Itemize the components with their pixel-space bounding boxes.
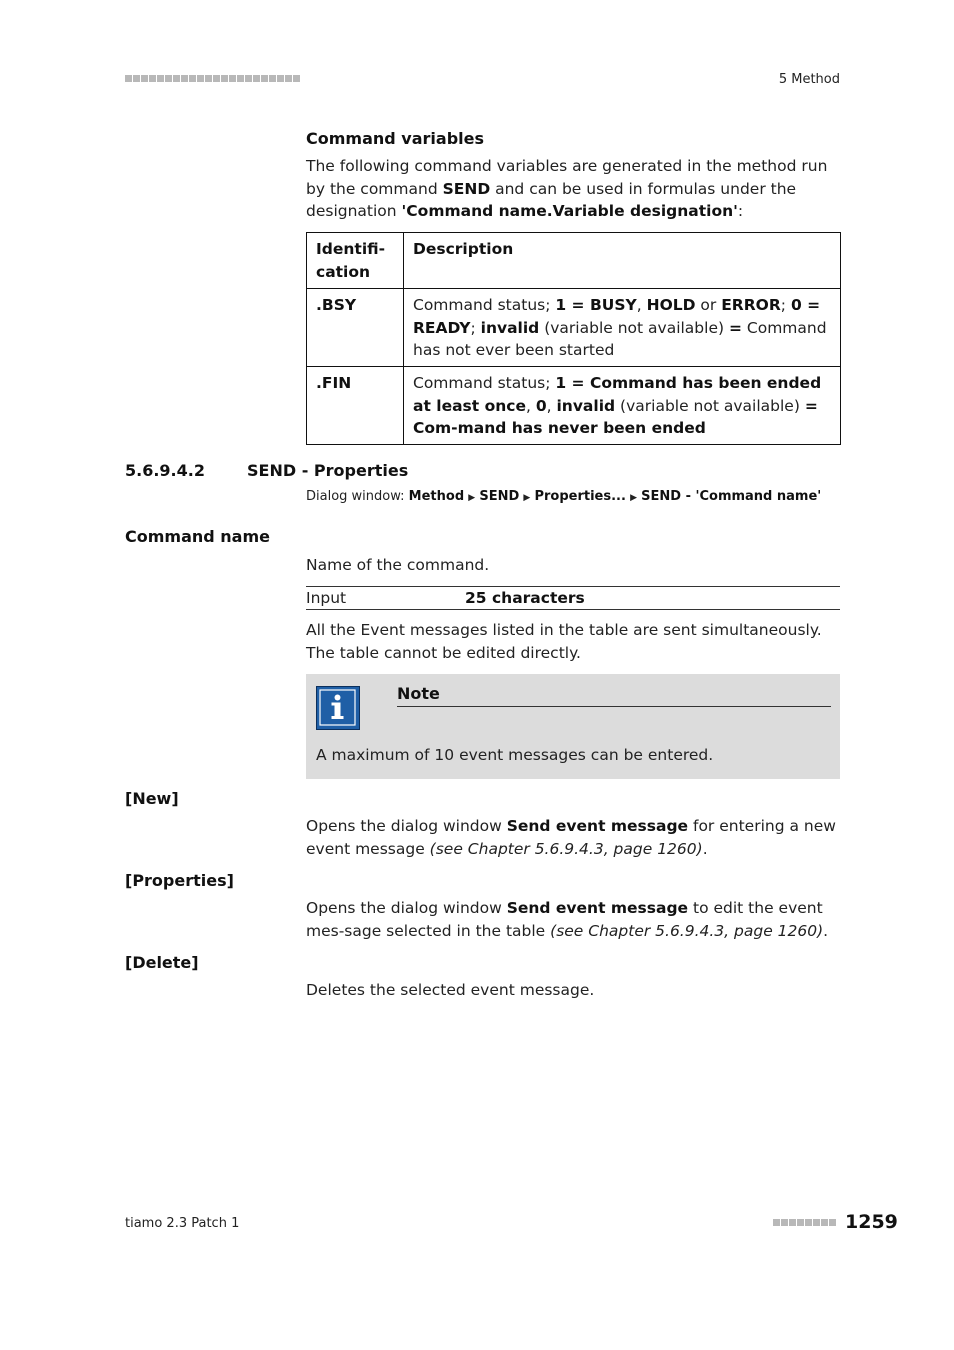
table-header-description: Description: [404, 233, 841, 289]
decoration-square: [245, 75, 252, 82]
decoration-square: [133, 75, 140, 82]
decoration-square: [205, 75, 212, 82]
event-table-description: All the Event messages listed in the table are sent simultaneously. The table cannot be edited directly.: [306, 621, 822, 662]
delete-button-description: Deletes the selected event message.: [306, 981, 595, 999]
decoration-square: [189, 75, 196, 82]
chapter-link[interactable]: (see Chapter 5.6.9.4.3, page 1260): [550, 921, 824, 940]
dialog-path: Dialog window: Method ▶ SEND ▶ Properties... ▶ SEND - 'Command name': [306, 489, 822, 504]
arrow-icon: ▶: [630, 493, 637, 503]
decoration-square: [269, 75, 276, 82]
decoration-square: [237, 75, 244, 82]
command-variables-intro: The following command variables are generated in the method run by the command SEND and can be used in formulas under the designation 'Command name.Variable designation':: [306, 157, 828, 220]
table-row: [307, 367, 841, 445]
delete-button-heading: [Delete]: [125, 953, 199, 972]
input-spec-row: [306, 586, 840, 610]
arrow-icon: ▶: [523, 493, 531, 503]
decoration-square: [125, 75, 132, 82]
variable-id: .FIN: [307, 367, 404, 445]
chapter-label: 5 Method: [778, 72, 840, 87]
decoration-square: [221, 75, 228, 82]
variable-description: Command status; 1 = BUSY, HOLD or ERROR; 0 = READY; invalid (variable not available) = Command has not ever been started: [404, 289, 841, 367]
properties-button-heading: [Properties]: [125, 871, 234, 890]
chapter-link[interactable]: (see Chapter 5.6.9.4.3, page 1260): [429, 839, 703, 858]
arrow-icon: ▶: [468, 493, 476, 503]
command-variables-heading: Command variables: [306, 129, 484, 148]
new-button-heading: [New]: [125, 789, 179, 808]
decoration-square: [141, 75, 148, 82]
table-header-row: [307, 233, 841, 289]
decoration-square: [197, 75, 204, 82]
note-text: A maximum of 10 event messages can be entered.: [316, 746, 714, 764]
variable-description: Command status; 1 = Command has been ended at least once, 0, invalid (variable not available) = Com-mand has never been ended: [404, 367, 841, 445]
section-number: 5.6.9.4.2: [125, 461, 205, 480]
decoration-square: [293, 75, 300, 82]
footer-decoration: [773, 1219, 836, 1226]
table-row: [307, 289, 841, 367]
decoration-square: [157, 75, 164, 82]
decoration-square: [789, 1219, 796, 1226]
decoration-square: [165, 75, 172, 82]
header-decoration: [125, 75, 300, 82]
properties-button-description: Opens the dialog window Send event message to edit the event mes-sage selected in the table (see Chapter 5.6.9.4.3, page 1260).: [306, 899, 829, 940]
decoration-square: [805, 1219, 812, 1226]
decoration-square: [229, 75, 236, 82]
decoration-square: [253, 75, 260, 82]
decoration-square: [149, 75, 156, 82]
decoration-square: [821, 1219, 828, 1226]
note-box: [306, 674, 840, 779]
input-label: Input: [306, 589, 347, 607]
new-button-description: Opens the dialog window Send event message for entering a new event message (see Chapter 5.6.9.4.3, page 1260).: [306, 817, 836, 858]
decoration-square: [285, 75, 292, 82]
decoration-square: [813, 1219, 820, 1226]
command-variables-table: [306, 232, 841, 445]
input-value: 25 characters: [465, 589, 585, 607]
decoration-square: [277, 75, 284, 82]
table-header-identification: Identifi- cation: [307, 233, 404, 289]
footer-product: tiamo 2.3 Patch 1: [125, 1216, 240, 1231]
info-icon: [316, 686, 360, 730]
command-name-heading: Command name: [125, 527, 270, 546]
note-title: Note: [397, 684, 831, 707]
decoration-square: [773, 1219, 780, 1226]
command-name-description: Name of the command.: [306, 556, 490, 574]
variable-id: .BSY: [307, 289, 404, 367]
decoration-square: [261, 75, 268, 82]
decoration-square: [829, 1219, 836, 1226]
decoration-square: [173, 75, 180, 82]
decoration-square: [797, 1219, 804, 1226]
decoration-square: [213, 75, 220, 82]
section-title: SEND - Properties: [247, 461, 409, 480]
decoration-square: [181, 75, 188, 82]
decoration-square: [781, 1219, 788, 1226]
page-number: 1259: [845, 1211, 898, 1233]
